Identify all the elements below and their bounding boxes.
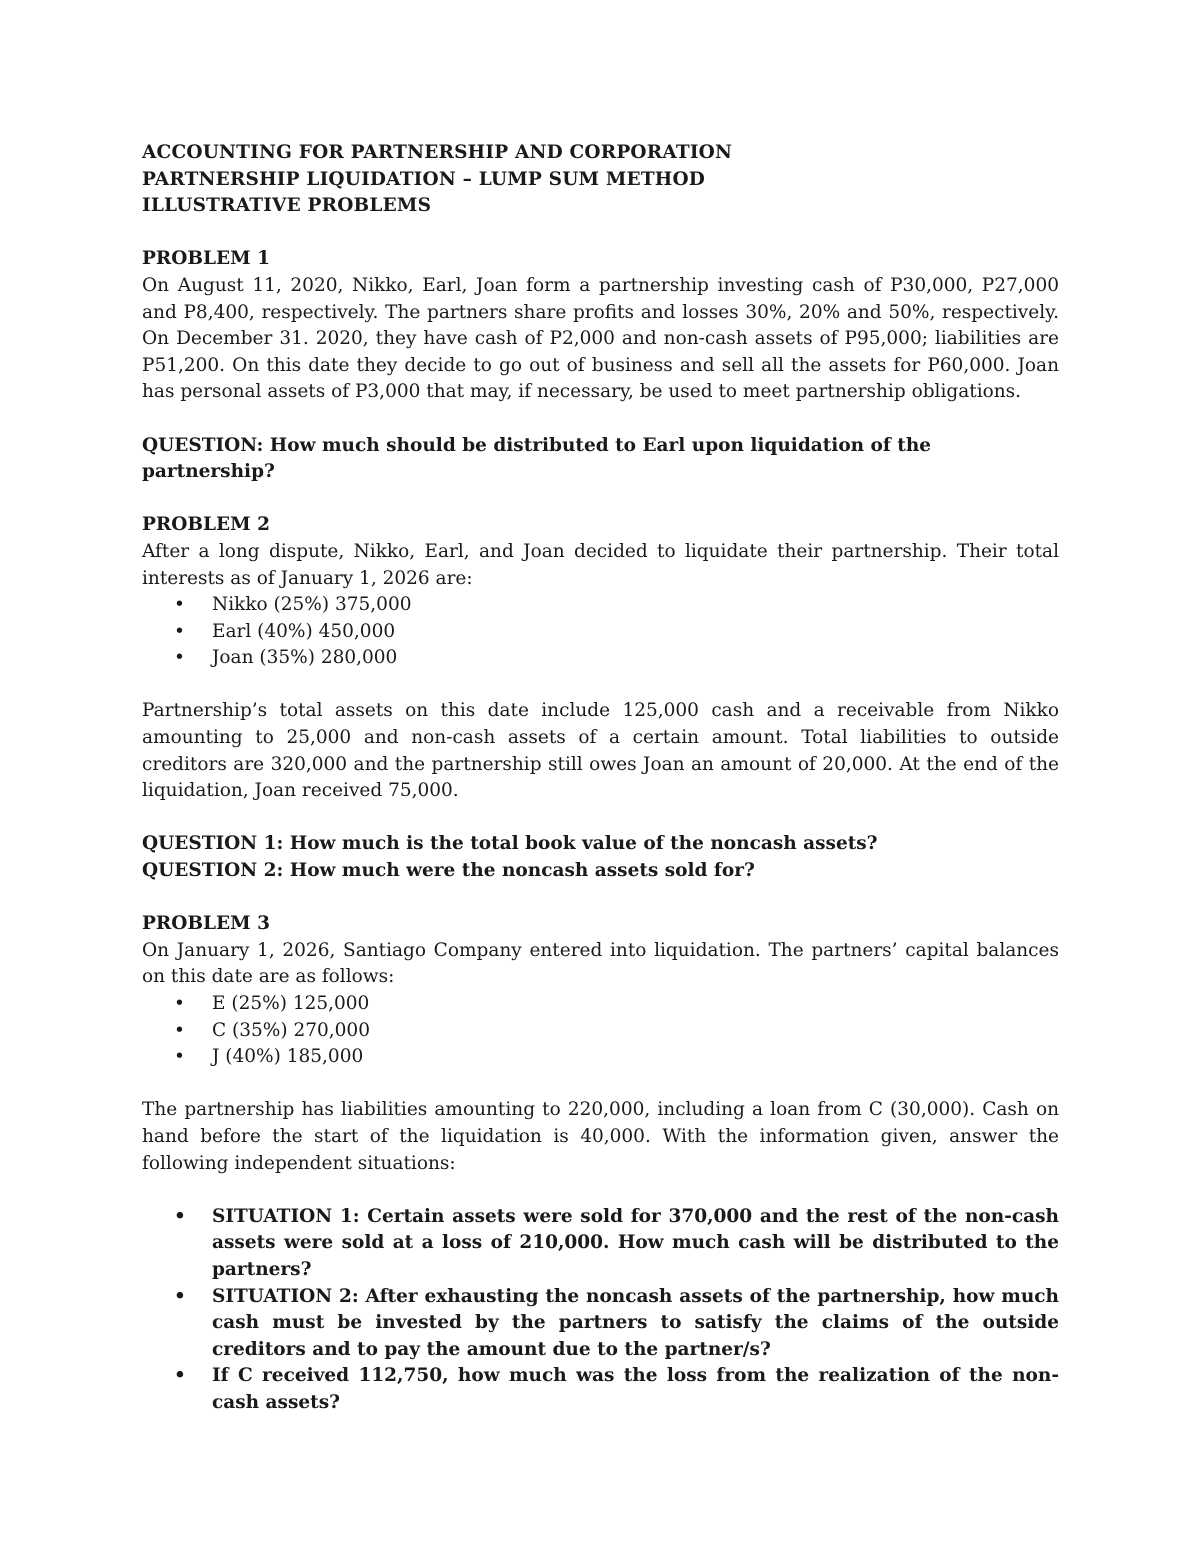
list-item-text: Joan (35%) 280,000 bbox=[212, 647, 398, 669]
list-item bbox=[142, 991, 1059, 1018]
problem-3 bbox=[142, 911, 1059, 1416]
list-item-text: Earl (40%) 450,000 bbox=[212, 620, 396, 642]
situation-text: SITUATION 1: Certain assets were sold for 370,000 and the rest of the non-cash assets were sold at a loss of 210,000. How much cash will be distributed to the partners? bbox=[212, 1205, 1059, 1280]
list-item bbox=[142, 592, 1059, 619]
problem-2 bbox=[142, 512, 1059, 884]
situation-text: If C received 112,750, how much was the loss from the realization of the non-cash assets? bbox=[212, 1365, 1059, 1413]
problem-1-heading: PROBLEM 1 bbox=[142, 248, 270, 270]
situation-item bbox=[142, 1284, 1059, 1364]
problem-3-capital-list bbox=[142, 991, 1059, 1071]
list-item-text: C (35%) 270,000 bbox=[212, 1019, 370, 1041]
situation-item bbox=[142, 1363, 1059, 1416]
list-item-text: J (40%) 185,000 bbox=[212, 1046, 364, 1068]
problem-2-intro: After a long dispute, Nikko, Earl, and Joan decided to liquidate their partnership. Their total interests as of January 1, 2026 are: bbox=[142, 540, 1059, 589]
problem-2-body: Partnership’s total assets on this date include 125,000 cash and a receivable from Nikko amounting to 25,000 and non-cash assets of a certain amount. Total liabilities to outside creditors are 320,000 and the partnership still owes Joan an amount of 20,000. At the end of the liquidation, Joan received 75,000. bbox=[142, 700, 1059, 802]
bullet-icon: • bbox=[174, 1365, 186, 1387]
bullet-icon: • bbox=[174, 620, 185, 642]
problem-1-body: On August 11, 2020, Nikko, Earl, Joan form a partnership investing cash of P30,000, P27,000 and P8,400, respectively. The partners share profits and losses 30%, 20% and 50%, respectively. On December 31. 2020, they have cash of P2,000 and non-cash assets of P95,000; liabilities are P51,200. On this date they decide to go out of business and sell all the assets for P60,000. Joan has personal assets of P3,000 that may, if necessary, be used to meet partnership obligations. bbox=[142, 274, 1059, 403]
title-block bbox=[142, 140, 1059, 220]
situation-text: SITUATION 2: After exhausting the noncash assets of the partnership, how much cash must be invested by the partners to satisfy the claims of the outside creditors and to pay the amount due to the partner/s? bbox=[212, 1285, 1059, 1360]
bullet-icon: • bbox=[174, 1205, 186, 1227]
bullet-icon: • bbox=[174, 1019, 185, 1041]
title-line-2: PARTNERSHIP LIQUIDATION – LUMP SUM METHOD bbox=[142, 168, 706, 190]
situation-item bbox=[142, 1204, 1059, 1284]
problem-2-interest-list bbox=[142, 592, 1059, 672]
bullet-icon: • bbox=[174, 594, 185, 616]
list-item bbox=[142, 1018, 1059, 1045]
problem-1 bbox=[142, 246, 1059, 485]
title-line-3: ILLUSTRATIVE PROBLEMS bbox=[142, 195, 432, 217]
bullet-icon: • bbox=[174, 1046, 185, 1068]
bullet-icon: • bbox=[174, 1285, 186, 1307]
problem-2-heading: PROBLEM 2 bbox=[142, 514, 270, 536]
problem-3-intro: On January 1, 2026, Santiago Company entered into liquidation. The partners’ capital balances on this date are as follows: bbox=[142, 939, 1059, 988]
problem-3-body: The partnership has liabilities amounting to 220,000, including a loan from C (30,000). Cash on hand before the start of the liquidation is 40,000. With the information given, answer the following independent situations: bbox=[142, 1099, 1059, 1174]
list-item bbox=[142, 1044, 1059, 1071]
problem-3-heading: PROBLEM 3 bbox=[142, 913, 270, 935]
list-item-text: E (25%) 125,000 bbox=[212, 993, 370, 1014]
problem-3-situation-list bbox=[142, 1204, 1059, 1417]
problem-1-question: QUESTION: How much should be distributed to Earl upon liquidation of the partnership? bbox=[142, 434, 932, 483]
list-item-text: Nikko (25%) 375,000 bbox=[212, 594, 412, 616]
problem-2-question-1: QUESTION 1: How much is the total book value of the noncash assets? bbox=[142, 833, 878, 855]
document-page bbox=[142, 140, 1059, 1417]
bullet-icon: • bbox=[174, 993, 185, 1014]
bullet-icon: • bbox=[174, 647, 185, 669]
list-item bbox=[142, 645, 1059, 672]
title-line-1: ACCOUNTING FOR PARTNERSHIP AND CORPORATION bbox=[142, 142, 733, 163]
problem-2-question-2: QUESTION 2: How much were the noncash assets sold for? bbox=[142, 860, 755, 882]
list-item bbox=[142, 619, 1059, 646]
